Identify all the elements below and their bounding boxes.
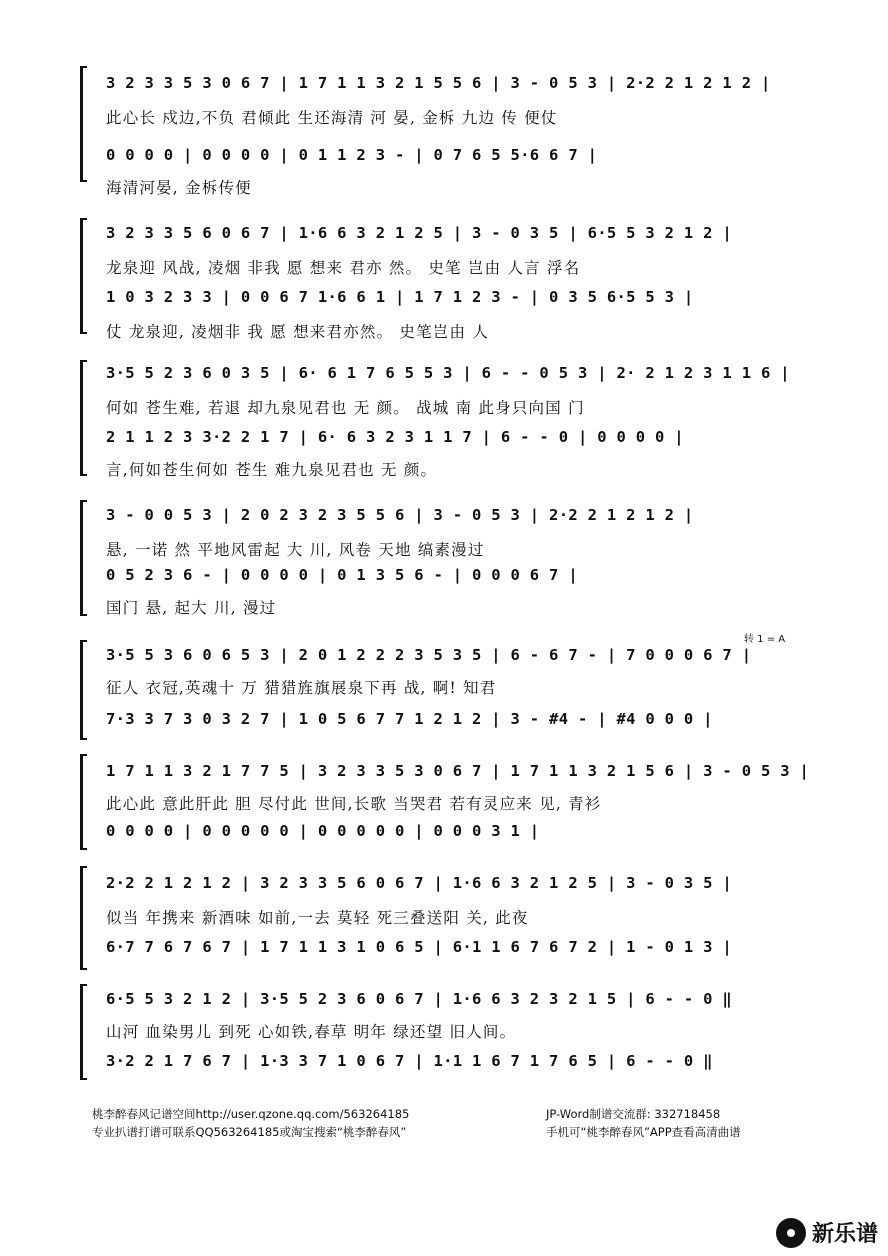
score-system-1 bbox=[86, 64, 808, 197]
upper-notes: 2·2 2 1 2 1 2 | 3 2 3 3 5 6 0 6 7 | 1·6 6 3 2 1 2 5 | 3 - 0 3 5 | bbox=[106, 874, 733, 892]
footer-left-line2: 专业扒谱打谱可联系QQ563264185或淘宝搜索“桃李醉春风” bbox=[92, 1125, 407, 1139]
score-system-8 bbox=[86, 982, 808, 1082]
lower-notes: 6·7 7 6 7 6 7 | 1 7 1 1 3 1 0 6 5 | 6·1 1 6 7 6 7 2 | 1 - 0 1 3 | bbox=[106, 938, 733, 956]
system-brace bbox=[80, 866, 87, 970]
upper-lyrics: 此心此 意此肝此 胆 尽付此 世间,长歌 当哭君 若有灵应来 见, 青衫 bbox=[106, 795, 602, 813]
system-brace bbox=[80, 218, 87, 334]
lower-notes: 3·2 2 1 7 6 7 | 1·3 3 7 1 0 6 7 | 1·1 1 6 7 1 7 6 5 | 6 - - 0 ‖ bbox=[106, 1052, 713, 1070]
upper-notes: 1 7 1 1 3 2 1 7 7 5 | 3 2 3 3 5 3 0 6 7 | 1 7 1 1 3 2 1 5 6 | 3 - 0 5 3 | bbox=[106, 762, 810, 780]
upper-notes: 3·5 5 3 6 0 6 5 3 | 2 0 1 2 2 2 3 5 3 5 | 6 - 6 7 - | 7 0 0 0 6 7 | bbox=[106, 646, 752, 664]
lower-lyrics: 国门 悬, 起大 川, 漫过 bbox=[106, 599, 277, 617]
score-system-5 bbox=[86, 630, 808, 740]
upper-notes: 3 2 3 3 5 3 0 6 7 | 1 7 1 1 3 2 1 5 5 6 | 3 - 0 5 3 | 2·2 2 1 2 1 2 | bbox=[106, 74, 771, 92]
upper-lyrics: 征人 衣冠,英魂十 万 猎猎旌旗展泉下再 战, 啊! 知君 bbox=[106, 679, 497, 697]
lower-notes: 0 0 0 0 | 0 0 0 0 0 | 0 0 0 0 0 | 0 0 0 3 1 | bbox=[106, 822, 540, 840]
lower-notes: 7·3 3 7 3 0 3 2 7 | 1 0 5 6 7 7 1 2 1 2 | 3 - #4 - | #4 0 0 0 | bbox=[106, 710, 713, 728]
system-brace bbox=[80, 984, 87, 1080]
upper-notes: 3·5 5 2 3 6 0 3 5 | 6· 6 1 7 6 5 5 3 | 6 - - 0 5 3 | 2· 2 1 2 3 1 1 6 | bbox=[106, 364, 790, 382]
system-brace bbox=[80, 500, 87, 616]
lower-lyrics: 仗 龙泉迎, 凌烟非 我 愿 想来君亦然。 史笔岂由 人 bbox=[106, 323, 490, 341]
footer-left-line1: 桃李醉春风记谱空间http://user.qzone.qq.com/563264185 bbox=[92, 1107, 410, 1121]
upper-notes: 3 - 0 0 5 3 | 2 0 2 3 2 3 5 5 6 | 3 - 0 5 3 | 2·2 2 1 2 1 2 | bbox=[106, 506, 694, 524]
lower-lyrics: 言,何如苍生何如 苍生 难九泉见君也 无 颜。 bbox=[106, 461, 438, 479]
upper-lyrics: 似当 年携来 新酒味 如前,一去 莫轻 死三叠送阳 关, 此夜 bbox=[106, 909, 529, 927]
upper-lyrics: 何如 苍生难, 若退 却九泉见君也 无 颜。 战城 南 此身只向国 门 bbox=[106, 399, 585, 417]
system-brace bbox=[80, 754, 87, 850]
score-system-7 bbox=[86, 864, 808, 974]
lower-notes: 0 0 0 0 | 0 0 0 0 | 0 1 1 2 3 - | 0 7 6 5 5·6 6 7 | bbox=[106, 146, 598, 164]
upper-lyrics: 此心长 戍边,不负 君倾此 生还海清 河 晏, 金柝 九边 传 便仗 bbox=[106, 109, 558, 127]
score-system-4 bbox=[86, 498, 808, 628]
upper-lyrics: 悬, 一诺 然 平地风雷起 大 川, 风卷 天地 缟素漫过 bbox=[106, 541, 485, 559]
system-brace bbox=[80, 66, 87, 182]
lower-notes: 2 1 1 2 3 3·2 2 1 7 | 6· 6 3 2 3 1 1 7 | 6 - - 0 | 0 0 0 0 | bbox=[106, 428, 684, 446]
logo-text: 新乐谱 bbox=[811, 1222, 878, 1247]
key-change-label: 转 1 = A bbox=[744, 634, 786, 645]
lower-notes: 1 0 3 2 3 3 | 0 0 6 7 1·6 6 1 | 1 7 1 2 3 - | 0 3 5 6·5 5 3 | bbox=[106, 288, 694, 306]
score-system-2 bbox=[86, 216, 808, 346]
footer-right-line1: JP-Word制谱交流群: 332718458 bbox=[546, 1107, 721, 1121]
score-system-3 bbox=[86, 358, 808, 488]
system-brace bbox=[80, 640, 87, 740]
footer-right-line2: 手机可“桃李醉春风”APP查看高清曲谱 bbox=[546, 1125, 741, 1139]
system-brace bbox=[80, 360, 87, 476]
upper-notes: 6·5 5 3 2 1 2 | 3·5 5 2 3 6 0 6 7 | 1·6 6 3 2 3 2 1 5 | 6 - - 0 ‖ bbox=[106, 990, 733, 1008]
score-system-6 bbox=[86, 752, 808, 852]
lower-lyrics: 海清河晏, 金柝传便 bbox=[106, 179, 252, 197]
site-logo bbox=[776, 1217, 878, 1248]
record-disc-icon bbox=[776, 1218, 806, 1248]
upper-notes: 3 2 3 3 5 6 0 6 7 | 1·6 6 3 2 1 2 5 | 3 - 0 3 5 | 6·5 5 3 2 1 2 | bbox=[106, 224, 733, 242]
upper-lyrics: 龙泉迎 风战, 凌烟 非我 愿 想来 君亦 然。 史笔 岂由 人言 浮名 bbox=[106, 259, 581, 277]
upper-lyrics: 山河 血染男儿 到死 心如铁,春草 明年 绿还望 旧人间。 bbox=[106, 1023, 517, 1041]
lower-notes: 0 5 2 3 6 - | 0 0 0 0 | 0 1 3 5 6 - | 0 0 0 6 7 | bbox=[106, 566, 578, 584]
